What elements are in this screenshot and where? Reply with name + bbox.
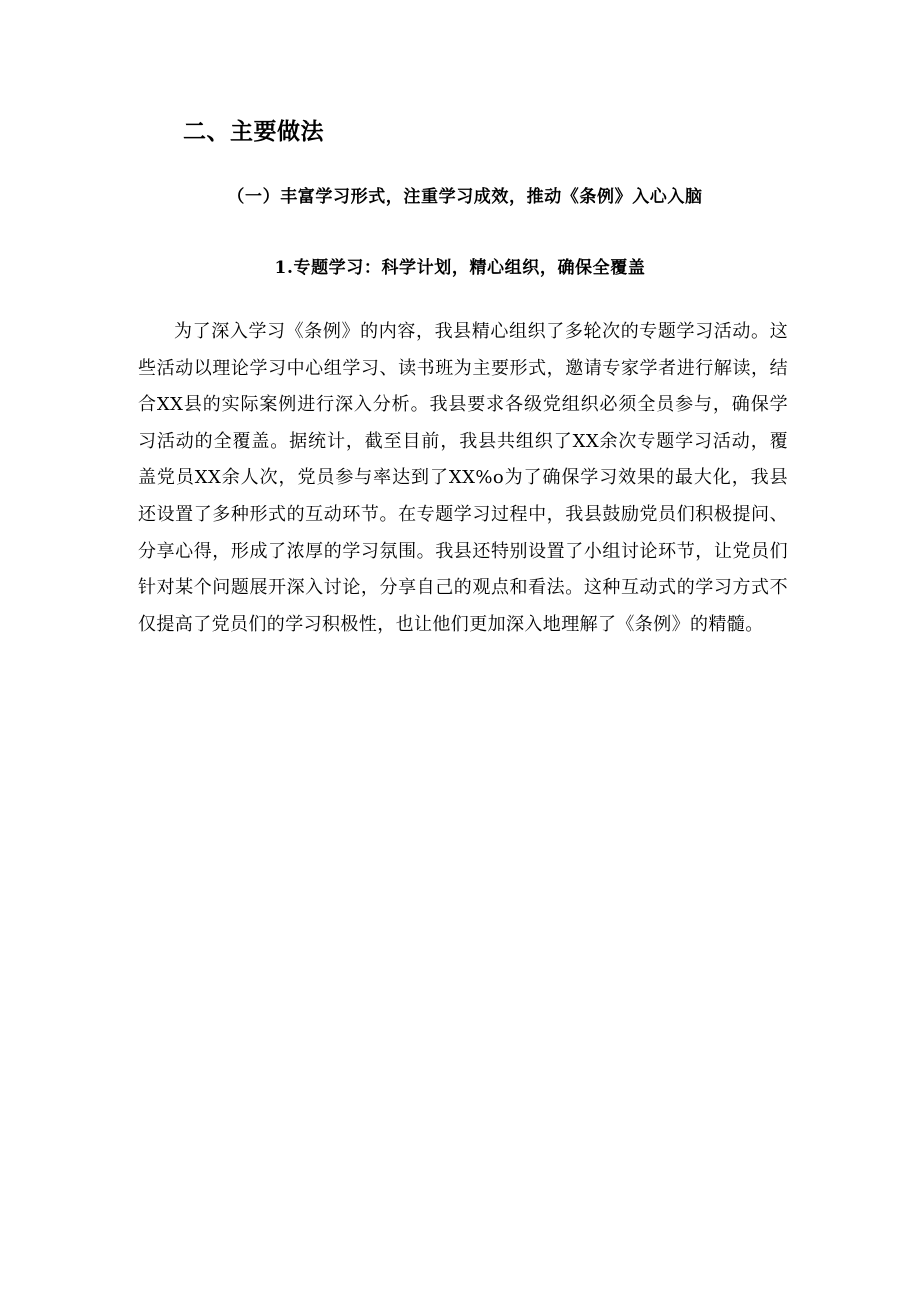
item-heading: 1.专题学习：科学计划，精心组织，确保全覆盖 bbox=[274, 258, 646, 278]
body-paragraph: 为了深入学习《条例》的内容，我县精心组织了多轮次的专题学习活动。这些活动以理论学习中心组学习、读书班为主要形式，邀请专家学者进行解读，结合XX县的实际案例进行深入分析。我县要求各级党组织必须全员参与，确保学习活动的全覆盖。据统计，截至目前，我县共组织了XX余次专题学习活动，覆盖党员XX余人次，党员参与率达到了XX%o为了确保学习效果的最大化，我县还设置了多种形式的互动环节。在专题学习过程中，我县鼓励党员们积极提问、分享心得，形成了浓厚的学习氛围。我县还特别设置了小组讨论环节，让党员们针对某个问题展开深入讨论，分享自己的观点和看法。这种互动式的学习方式不仅提高了党员们的学习积极性，也让他们更加深入地理解了《条例》的精髓。 bbox=[138, 321, 788, 635]
subsection-heading: （一）丰富学习形式，注重学习成效，推动《条例》入心入脑 bbox=[227, 187, 703, 207]
section-heading: 二、主要做法 bbox=[183, 119, 324, 145]
